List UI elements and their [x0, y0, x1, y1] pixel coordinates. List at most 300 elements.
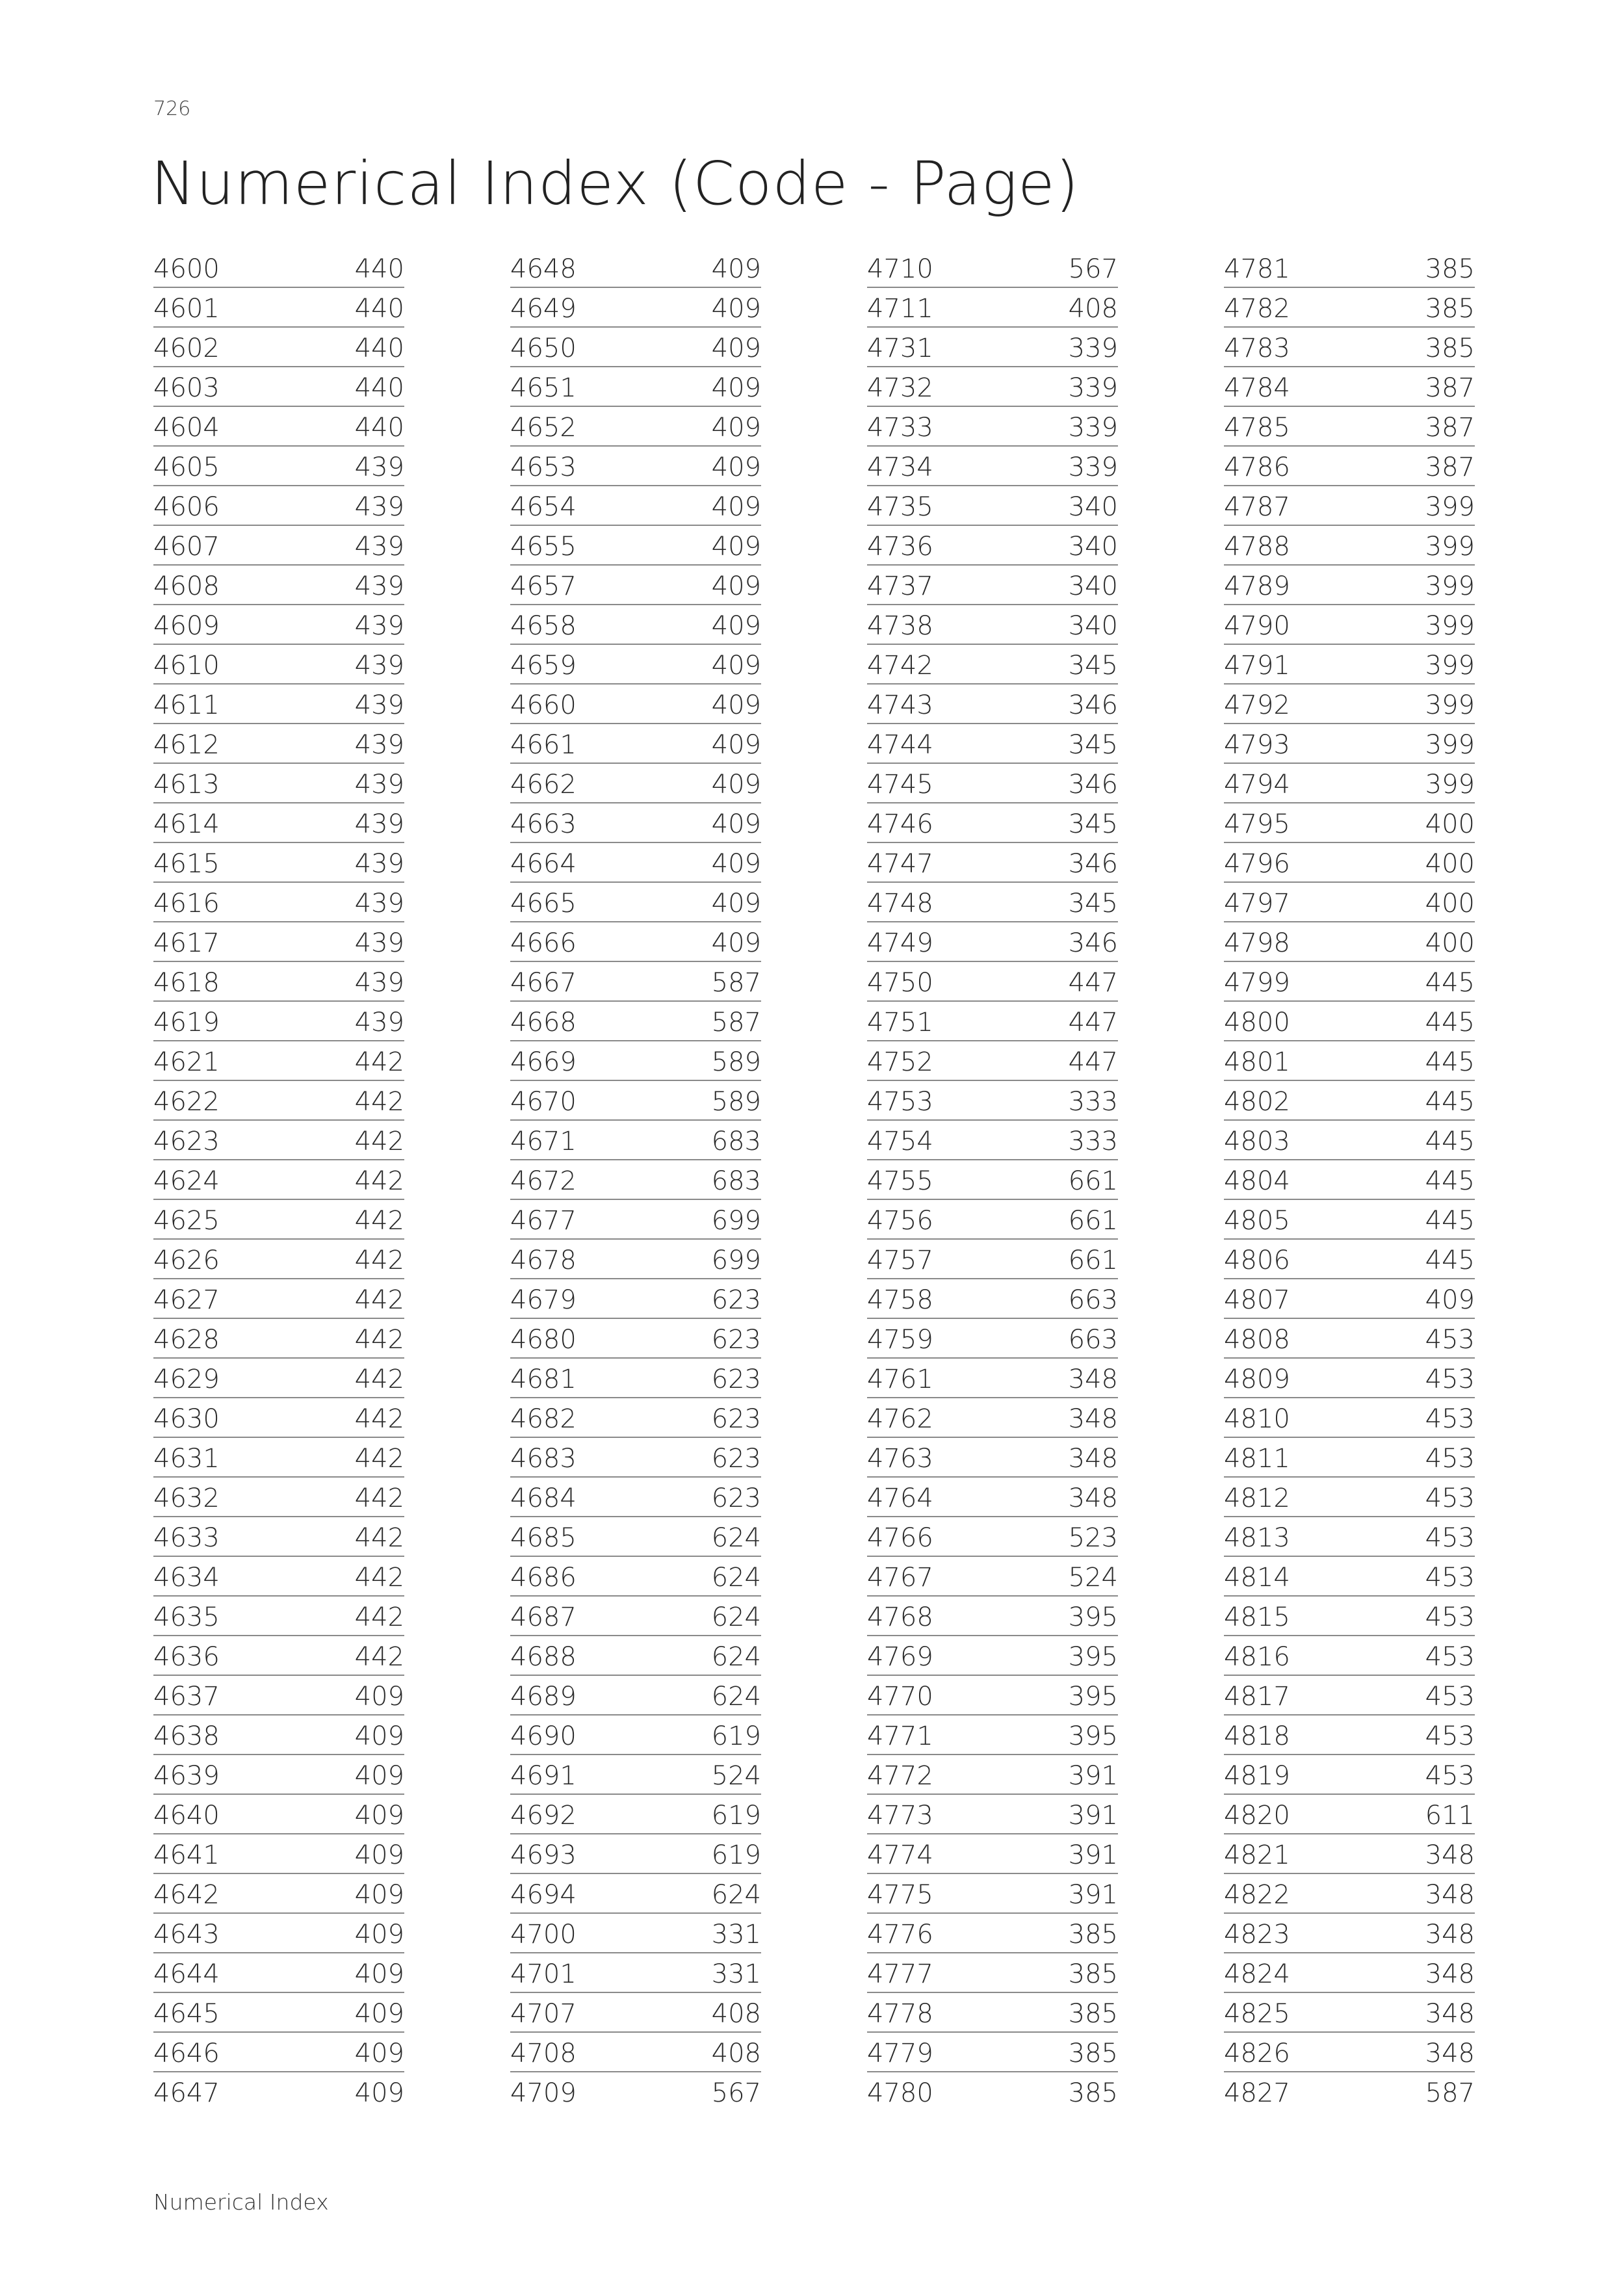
code-cell: 4678 [510, 1246, 577, 1275]
code-cell: 4666 [510, 928, 577, 958]
page-cell: 348 [1425, 2039, 1475, 2068]
page-cell: 699 [711, 1246, 761, 1275]
index-row [1224, 1002, 1475, 1041]
index-row [867, 803, 1118, 843]
page-cell: 387 [1425, 413, 1475, 443]
page-cell: 442 [354, 1206, 404, 1236]
code-cell: 4663 [510, 809, 577, 839]
code-cell: 4763 [867, 1444, 933, 1474]
page-cell: 339 [1068, 452, 1118, 482]
code-cell: 4624 [153, 1166, 220, 1196]
page-cell: 445 [1425, 1008, 1475, 1037]
page-cell: 409 [354, 2039, 404, 2068]
code-cell: 4798 [1224, 928, 1290, 958]
page-cell: 624 [711, 1682, 761, 1712]
index-row [510, 883, 761, 922]
page-cell: 399 [1425, 651, 1475, 681]
index-row [153, 526, 404, 566]
page-cell: 661 [1068, 1166, 1118, 1196]
page-number: 726 [153, 98, 191, 120]
page-cell: 400 [1425, 809, 1475, 839]
index-row [867, 486, 1118, 526]
index-row [153, 605, 404, 645]
page-cell: 453 [1425, 1761, 1475, 1791]
index-row [867, 1993, 1118, 2033]
code-cell: 4652 [510, 413, 577, 443]
index-row [867, 1279, 1118, 1319]
index-row [1224, 526, 1475, 566]
index-row [1224, 843, 1475, 883]
index-row [867, 1002, 1118, 1041]
code-cell: 4803 [1224, 1127, 1290, 1156]
index-row [510, 1636, 761, 1676]
index-row [867, 288, 1118, 328]
code-cell: 4821 [1224, 1840, 1290, 1870]
page-cell: 567 [1068, 254, 1118, 284]
page-cell: 439 [354, 849, 404, 879]
index-row [1224, 2033, 1475, 2072]
code-cell: 4619 [153, 1008, 220, 1037]
code-cell: 4812 [1224, 1483, 1290, 1513]
code-cell: 4785 [1224, 413, 1290, 443]
index-row [153, 803, 404, 843]
page-cell: 399 [1425, 532, 1475, 562]
code-cell: 4783 [1224, 333, 1290, 363]
index-row [510, 367, 761, 407]
code-cell: 4694 [510, 1880, 577, 1910]
code-cell: 4753 [867, 1087, 933, 1117]
code-cell: 4628 [153, 1325, 220, 1355]
code-cell: 4679 [510, 1285, 577, 1315]
index-row [1224, 1279, 1475, 1319]
page-cell: 453 [1425, 1563, 1475, 1593]
page-cell: 453 [1425, 1483, 1475, 1513]
page-cell: 442 [354, 1047, 404, 1077]
page-cell: 587 [711, 1008, 761, 1037]
code-cell: 4743 [867, 690, 933, 720]
code-cell: 4708 [510, 2039, 577, 2068]
code-cell: 4819 [1224, 1761, 1290, 1791]
page-cell: 439 [354, 1008, 404, 1037]
code-cell: 4630 [153, 1404, 220, 1434]
index-row [1224, 1597, 1475, 1636]
code-cell: 4799 [1224, 968, 1290, 998]
page-cell: 445 [1425, 1047, 1475, 1077]
index-row [510, 764, 761, 803]
page-cell: 346 [1068, 690, 1118, 720]
index-row [153, 962, 404, 1002]
page-cell: 348 [1068, 1404, 1118, 1434]
index-row [510, 843, 761, 883]
index-row [867, 1319, 1118, 1359]
index-row [867, 962, 1118, 1002]
index-row [153, 1557, 404, 1597]
code-cell: 4633 [153, 1523, 220, 1553]
code-cell: 4788 [1224, 532, 1290, 562]
code-cell: 4622 [153, 1087, 220, 1117]
footer-label: Numerical Index [153, 2189, 329, 2215]
index-row [153, 685, 404, 724]
index-row [1224, 248, 1475, 288]
index-row [867, 1795, 1118, 1834]
page-cell: 442 [354, 1602, 404, 1632]
code-cell: 4670 [510, 1087, 577, 1117]
code-cell: 4786 [1224, 452, 1290, 482]
code-cell: 4692 [510, 1801, 577, 1831]
page-cell: 445 [1425, 1166, 1475, 1196]
page-cell: 400 [1425, 849, 1475, 879]
code-cell: 4736 [867, 532, 933, 562]
page-cell: 391 [1068, 1761, 1118, 1791]
page-cell: 385 [1068, 1959, 1118, 1989]
page-cell: 624 [711, 1602, 761, 1632]
index-row [153, 1795, 404, 1834]
index-row [1224, 1795, 1475, 1834]
page-cell: 439 [354, 770, 404, 800]
code-cell: 4709 [510, 2078, 577, 2108]
code-cell: 4825 [1224, 1999, 1290, 2029]
page-cell: 346 [1068, 928, 1118, 958]
code-cell: 4732 [867, 373, 933, 403]
code-cell: 4687 [510, 1602, 577, 1632]
code-cell: 4638 [153, 1721, 220, 1751]
code-cell: 4658 [510, 611, 577, 641]
code-cell: 4742 [867, 651, 933, 681]
index-row [153, 248, 404, 288]
code-cell: 4791 [1224, 651, 1290, 681]
code-cell: 4781 [1224, 254, 1290, 284]
index-row [867, 605, 1118, 645]
index-row [867, 724, 1118, 764]
page-cell: 624 [711, 1563, 761, 1593]
page-cell: 409 [711, 333, 761, 363]
page-cell: 440 [354, 413, 404, 443]
page-cell: 453 [1425, 1364, 1475, 1394]
code-cell: 4648 [510, 254, 577, 284]
index-row [1224, 328, 1475, 367]
code-cell: 4737 [867, 571, 933, 601]
page-cell: 439 [354, 690, 404, 720]
code-cell: 4755 [867, 1166, 933, 1196]
index-row [1224, 883, 1475, 922]
page-cell: 623 [711, 1364, 761, 1394]
index-row [510, 1081, 761, 1121]
index-row [153, 1359, 404, 1398]
code-cell: 4822 [1224, 1880, 1290, 1910]
page-cell: 409 [354, 1682, 404, 1712]
page-cell: 408 [711, 1999, 761, 2029]
code-cell: 4773 [867, 1801, 933, 1831]
code-cell: 4641 [153, 1840, 220, 1870]
index-row [153, 883, 404, 922]
page-cell: 399 [1425, 611, 1475, 641]
index-row [867, 1200, 1118, 1240]
code-cell: 4632 [153, 1483, 220, 1513]
page-cell: 524 [1068, 1563, 1118, 1593]
index-row [867, 1636, 1118, 1676]
index-row [867, 2072, 1118, 2112]
index-row [1224, 1914, 1475, 1953]
code-cell: 4804 [1224, 1166, 1290, 1196]
index-row [153, 1081, 404, 1121]
code-cell: 4683 [510, 1444, 577, 1474]
page-cell: 333 [1068, 1087, 1118, 1117]
index-row [153, 1200, 404, 1240]
page-cell: 385 [1425, 254, 1475, 284]
page-cell: 409 [354, 1920, 404, 1950]
page-cell: 399 [1425, 571, 1475, 601]
page-cell: 439 [354, 730, 404, 760]
index-row [510, 1398, 761, 1438]
index-row [1224, 1438, 1475, 1478]
code-cell: 4802 [1224, 1087, 1290, 1117]
index-row [510, 1517, 761, 1557]
code-cell: 4660 [510, 690, 577, 720]
code-cell: 4631 [153, 1444, 220, 1474]
code-cell: 4684 [510, 1483, 577, 1513]
page-cell: 623 [711, 1483, 761, 1513]
page-cell: 346 [1068, 849, 1118, 879]
index-row [867, 1676, 1118, 1715]
code-cell: 4654 [510, 492, 577, 522]
page-cell: 409 [711, 294, 761, 324]
code-cell: 4680 [510, 1325, 577, 1355]
index-row [153, 1834, 404, 1874]
page-cell: 409 [711, 928, 761, 958]
page-title: Numerical Index (Code - Page) [151, 149, 1080, 218]
index-row [153, 328, 404, 367]
code-cell: 4751 [867, 1008, 933, 1037]
index-grid [153, 248, 1475, 2108]
code-cell: 4809 [1224, 1364, 1290, 1394]
page-cell: 447 [1068, 1008, 1118, 1037]
index-row [510, 2033, 761, 2072]
page-cell: 453 [1425, 1444, 1475, 1474]
code-cell: 4711 [867, 294, 933, 324]
page-cell: 623 [711, 1404, 761, 1434]
code-cell: 4772 [867, 1761, 933, 1791]
page-cell: 619 [711, 1721, 761, 1751]
page-cell: 399 [1425, 492, 1475, 522]
code-cell: 4621 [153, 1047, 220, 1077]
page-cell: 345 [1068, 809, 1118, 839]
page-cell: 524 [711, 1761, 761, 1791]
code-cell: 4807 [1224, 1285, 1290, 1315]
page-cell: 395 [1068, 1602, 1118, 1632]
page-cell: 439 [354, 809, 404, 839]
index-row [1224, 1517, 1475, 1557]
code-cell: 4811 [1224, 1444, 1290, 1474]
page-cell: 385 [1425, 333, 1475, 363]
index-row [153, 2033, 404, 2072]
code-cell: 4823 [1224, 1920, 1290, 1950]
index-row [153, 1874, 404, 1914]
index-row [510, 1279, 761, 1319]
page-cell: 331 [711, 1959, 761, 1989]
index-row [510, 1359, 761, 1398]
index-row [510, 1874, 761, 1914]
code-cell: 4636 [153, 1642, 220, 1672]
code-cell: 4784 [1224, 373, 1290, 403]
code-cell: 4805 [1224, 1206, 1290, 1236]
index-row [1224, 1676, 1475, 1715]
code-cell: 4689 [510, 1682, 577, 1712]
index-row [867, 1478, 1118, 1517]
index-row [867, 1755, 1118, 1795]
page-cell: 442 [354, 1166, 404, 1196]
page-cell: 340 [1068, 571, 1118, 601]
index-row [510, 1002, 761, 1041]
code-cell: 4605 [153, 452, 220, 482]
code-cell: 4677 [510, 1206, 577, 1236]
code-cell: 4766 [867, 1523, 933, 1553]
code-cell: 4626 [153, 1246, 220, 1275]
code-cell: 4824 [1224, 1959, 1290, 1989]
code-cell: 4758 [867, 1285, 933, 1315]
code-cell: 4748 [867, 889, 933, 919]
code-cell: 4816 [1224, 1642, 1290, 1672]
page-cell: 391 [1068, 1880, 1118, 1910]
page-cell: 339 [1068, 373, 1118, 403]
index-row [867, 566, 1118, 605]
page-cell: 331 [711, 1920, 761, 1950]
code-cell: 4623 [153, 1127, 220, 1156]
code-cell: 4690 [510, 1721, 577, 1751]
code-cell: 4789 [1224, 571, 1290, 601]
code-cell: 4745 [867, 770, 933, 800]
index-row [153, 645, 404, 685]
page-cell: 453 [1425, 1642, 1475, 1672]
page-cell: 385 [1068, 1920, 1118, 1950]
index-row [867, 1121, 1118, 1160]
page-cell: 409 [711, 492, 761, 522]
page-cell: 589 [711, 1087, 761, 1117]
page-cell: 661 [1068, 1246, 1118, 1275]
code-cell: 4671 [510, 1127, 577, 1156]
code-cell: 4618 [153, 968, 220, 998]
index-row [1224, 685, 1475, 724]
code-cell: 4609 [153, 611, 220, 641]
index-row [1224, 1081, 1475, 1121]
page-cell: 345 [1068, 730, 1118, 760]
code-cell: 4820 [1224, 1801, 1290, 1831]
page-cell: 445 [1425, 1127, 1475, 1156]
page-cell: 409 [1425, 1285, 1475, 1315]
index-row [867, 1398, 1118, 1438]
index-row [1224, 407, 1475, 447]
page-cell: 453 [1425, 1404, 1475, 1434]
index-row [1224, 764, 1475, 803]
index-row [867, 1953, 1118, 1993]
index-row [510, 288, 761, 328]
index-row [867, 922, 1118, 962]
code-cell: 4639 [153, 1761, 220, 1791]
page-cell: 623 [711, 1325, 761, 1355]
index-row [510, 1240, 761, 1279]
page-cell: 348 [1068, 1444, 1118, 1474]
code-cell: 4779 [867, 2039, 933, 2068]
index-row [1224, 1834, 1475, 1874]
page-cell: 409 [354, 1761, 404, 1791]
page-cell: 348 [1425, 1920, 1475, 1950]
page-cell: 623 [711, 1444, 761, 1474]
index-row [867, 843, 1118, 883]
index-row [1224, 1398, 1475, 1438]
page-cell: 453 [1425, 1523, 1475, 1553]
index-row [1224, 288, 1475, 328]
code-cell: 4649 [510, 294, 577, 324]
index-row [510, 803, 761, 843]
index-row [867, 1557, 1118, 1597]
index-row [867, 1438, 1118, 1478]
page-cell: 385 [1425, 294, 1475, 324]
code-cell: 4767 [867, 1563, 933, 1593]
code-cell: 4795 [1224, 809, 1290, 839]
page-cell: 409 [354, 1880, 404, 1910]
page-cell: 409 [711, 730, 761, 760]
index-row [867, 1914, 1118, 1953]
page-cell: 445 [1425, 1206, 1475, 1236]
code-cell: 4613 [153, 770, 220, 800]
page-cell: 523 [1068, 1523, 1118, 1553]
page-cell: 567 [711, 2078, 761, 2108]
page-cell: 442 [354, 1444, 404, 1474]
page-cell: 409 [711, 571, 761, 601]
index-row [867, 2033, 1118, 2072]
code-cell: 4617 [153, 928, 220, 958]
code-cell: 4827 [1224, 2078, 1290, 2108]
page-cell: 345 [1068, 651, 1118, 681]
page-cell: 340 [1068, 611, 1118, 641]
code-cell: 4818 [1224, 1721, 1290, 1751]
code-cell: 4693 [510, 1840, 577, 1870]
index-row [510, 1121, 761, 1160]
code-cell: 4640 [153, 1801, 220, 1831]
code-cell: 4634 [153, 1563, 220, 1593]
code-cell: 4601 [153, 294, 220, 324]
index-row [867, 764, 1118, 803]
page-cell: 611 [1425, 1801, 1475, 1831]
index-row [510, 645, 761, 685]
index-row [153, 1914, 404, 1953]
code-cell: 4749 [867, 928, 933, 958]
index-row [153, 1438, 404, 1478]
code-cell: 4606 [153, 492, 220, 522]
page-cell: 408 [1068, 294, 1118, 324]
page-cell: 409 [711, 770, 761, 800]
page-cell: 624 [711, 1880, 761, 1910]
index-row [510, 1319, 761, 1359]
index-row [153, 1160, 404, 1200]
index-row [1224, 1557, 1475, 1597]
index-row [867, 1160, 1118, 1200]
page-cell: 409 [354, 1721, 404, 1751]
index-row [1224, 1160, 1475, 1200]
page-cell: 387 [1425, 373, 1475, 403]
code-cell: 4650 [510, 333, 577, 363]
code-cell: 4813 [1224, 1523, 1290, 1553]
code-cell: 4754 [867, 1127, 933, 1156]
index-row [867, 1597, 1118, 1636]
page-cell: 348 [1425, 1959, 1475, 1989]
page-cell: 439 [354, 651, 404, 681]
index-row [510, 1200, 761, 1240]
index-row [1224, 1715, 1475, 1755]
index-row [1224, 724, 1475, 764]
code-cell: 4635 [153, 1602, 220, 1632]
page-cell: 445 [1425, 968, 1475, 998]
page-cell: 683 [711, 1166, 761, 1196]
